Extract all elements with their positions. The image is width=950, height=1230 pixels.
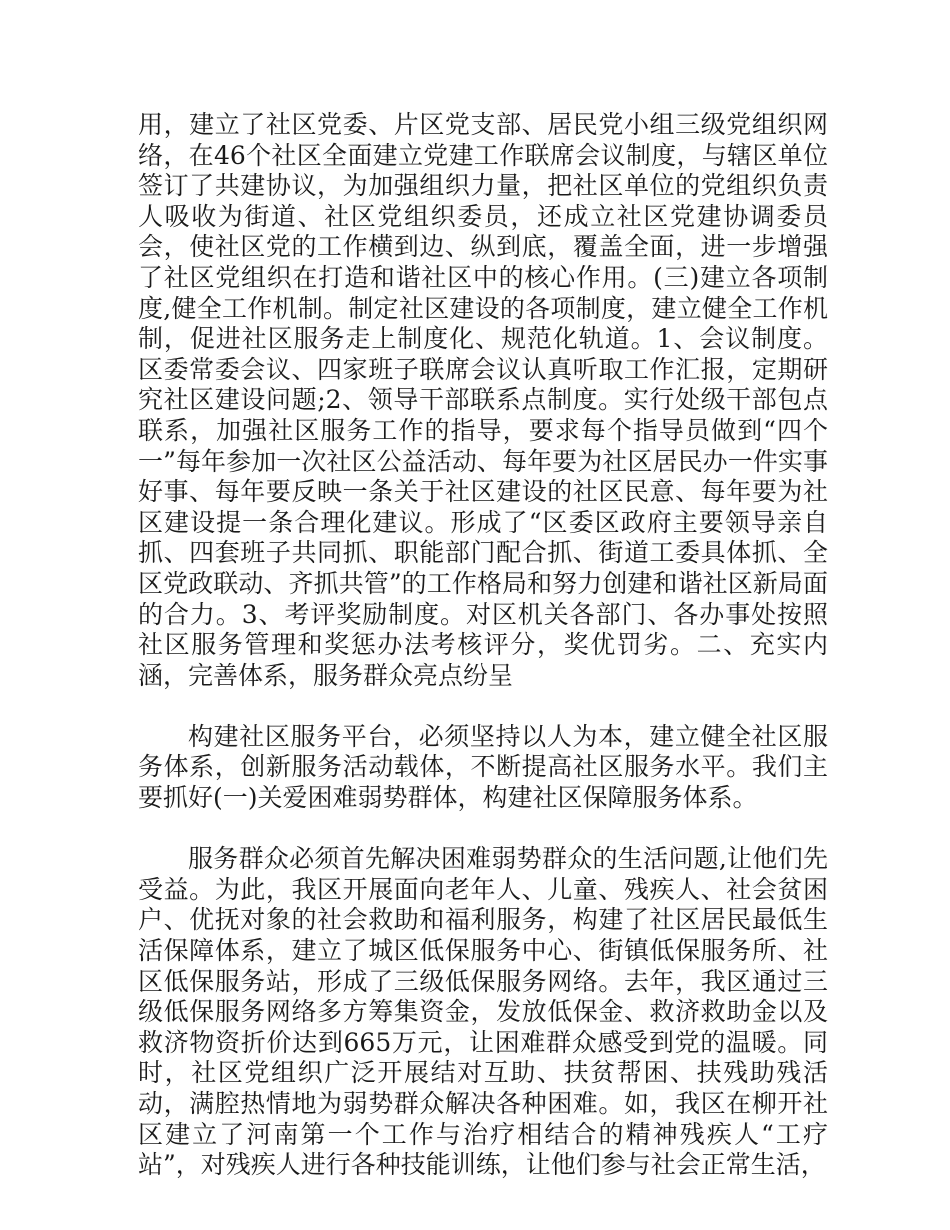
document-body xyxy=(138,110,828,1181)
paragraph-3: 服务群众必须首先解决困难弱势群众的生活问题,让他们先受益。为此，我区开展面向老年人、儿童、残疾人、社会贫困户、优抚对象的社会救助和福利服务，构建了社区居民最低生活保障体系，建立了城区低保服务中心、街镇低保服务所、社区低保服务站，形成了三级低保服务网络。去年，我区通过三级低保服务网络多方筹集资金，发放低保金、救济救助金以及救济物资折价达到665万元，让困难群众感受到党的温暖。同时，社区党组织广泛开展结对互助、扶贫帮困、扶残助残活动，满腔热情地为弱势群众解决各种困难。如，我区在柳开社区建立了河南第一个工作与治疗相结合的精神残疾人“工疗站”，对残疾人进行各种技能训练，让他们参与社会正常生活， xyxy=(138,844,828,1180)
paragraph-2: 构建社区服务平台，必须坚持以人为本，建立健全社区服务体系，创新服务活动载体，不断提高社区服务水平。我们主要抓好(一)关爱困难弱势群体，构建社区保障服务体系。 xyxy=(138,721,828,813)
paragraph-1: 用，建立了社区党委、片区党支部、居民党小组三级党组织网络，在46个社区全面建立党建工作联席会议制度，与辖区单位签订了共建协议，为加强组织力量，把社区单位的党组织负责人吸收为街道、社区党组织委员，还成立社区党建协调委员会，使社区党的工作横到边、纵到底，覆盖全面，进一步增强了社区党组织在打造和谐社区中的核心作用。(三)建立各项制度,健全工作机制。制定社区建设的各项制度，建立健全工作机制，促进社区服务走上制度化、规范化轨道。1、会议制度。区委常委会议、四家班子联席会议认真听取工作汇报，定期研究社区建设问题;2、领导干部联系点制度。实行处级干部包点联系，加强社区服务工作的指导，要求每个指导员做到“四个一”每年参加一次社区公益活动、每年要为社区居民办一件实事好事、每年要反映一条关于社区建设的社区民意、每年要为社区建设提一条合理化建议。形成了“区委区政府主要领导亲自抓、四套班子共同抓、职能部门配合抓、街道工委具体抓、全区党政联动、齐抓共管”的工作格局和努力创建和谐社区新局面的合力。3、考评奖励制度。对区机关各部门、各办事处按照社区服务管理和奖惩办法考核评分，奖优罚劣。二、充实内涵，完善体系，服务群众亮点纷呈 xyxy=(138,110,828,690)
